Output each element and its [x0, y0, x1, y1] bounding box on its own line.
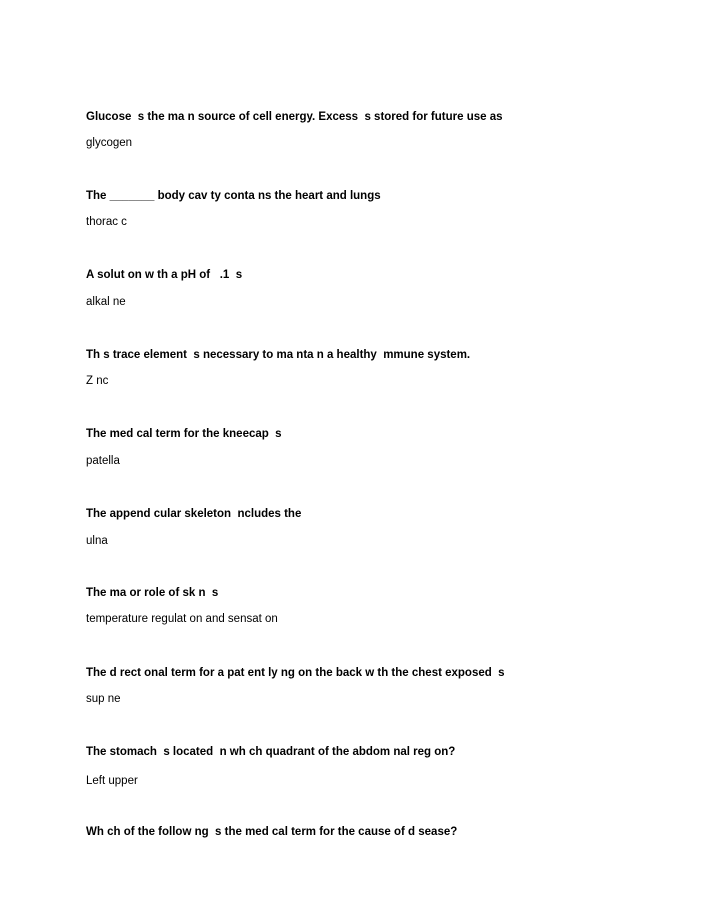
- question-7: The ma or role of sk n s: [86, 587, 219, 599]
- question-5: The med cal term for the kneecap s: [86, 428, 282, 440]
- answer-5: patella: [86, 455, 120, 467]
- answer-3: alkal ne: [86, 296, 126, 308]
- answer-7: temperature regulat on and sensat on: [86, 613, 278, 625]
- question-1: Glucose s the ma n source of cell energy. Excess s stored for future use as: [86, 111, 503, 123]
- answer-1: glycogen: [86, 137, 133, 149]
- question-10: Wh ch of the follow ng s the med cal term for the cause of d sease?: [86, 826, 458, 838]
- answer-8: sup ne: [86, 693, 121, 705]
- answer-6: ulna: [86, 535, 108, 547]
- question-9: The stomach s located n wh ch quadrant of the abdom nal reg on?: [86, 746, 456, 758]
- question-2: The _______ body cav ty conta ns the heart and lungs: [86, 190, 381, 202]
- answer-4: Z nc: [86, 375, 109, 387]
- answer-9: Left upper: [86, 775, 138, 787]
- answer-2: thorac c: [86, 216, 127, 228]
- question-8: The d rect onal term for a pat ent ly ng on the back w th the chest exposed s: [86, 667, 505, 679]
- question-6: The append cular skeleton ncludes the: [86, 508, 302, 520]
- question-3: A solut on w th a pH of .1 s: [86, 269, 243, 281]
- question-4: Th s trace element s necessary to ma nta n a healthy mmune system.: [86, 349, 471, 361]
